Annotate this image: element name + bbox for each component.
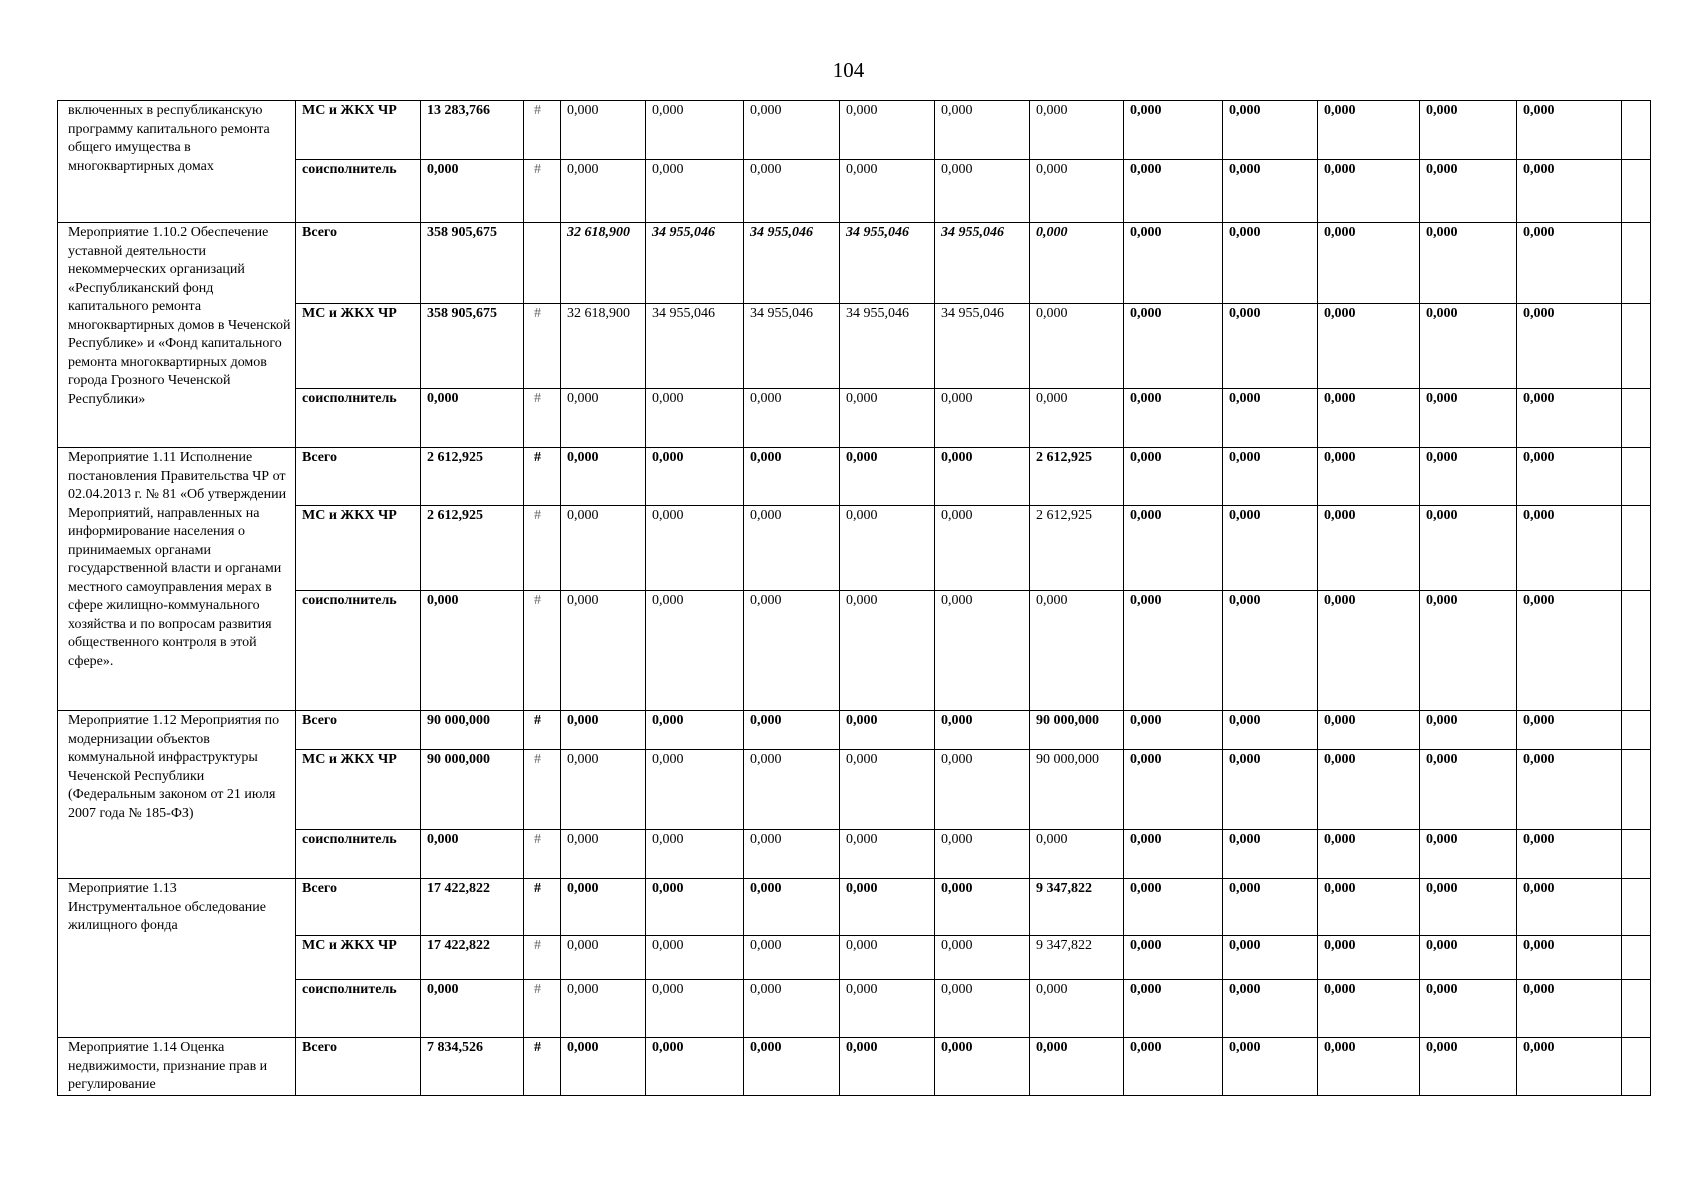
value-cell: 34 955,046 xyxy=(840,223,935,304)
value-cell: 0,000 xyxy=(1517,223,1622,304)
source-cell: МС и ЖКХ ЧР xyxy=(296,936,421,980)
value-cell: 0,000 xyxy=(1030,980,1124,1038)
value-cell: 0,000 xyxy=(840,160,935,223)
value-cell: 0,000 xyxy=(1420,750,1517,830)
mark-cell: # xyxy=(524,304,561,389)
value-cell: 0,000 xyxy=(744,101,840,160)
blank-cell xyxy=(1622,750,1651,830)
value-cell: 0,000 xyxy=(1030,1038,1124,1096)
blank-cell xyxy=(1622,506,1651,591)
value-cell: 0,000 xyxy=(561,879,646,936)
value-cell: 34 955,046 xyxy=(744,223,840,304)
value-cell: 9 347,822 xyxy=(1030,936,1124,980)
value-cell: 0,000 xyxy=(1420,879,1517,936)
value-cell: 0,000 xyxy=(1517,389,1622,448)
value-cell: 0,000 xyxy=(646,980,744,1038)
total-cell: 2 612,925 xyxy=(421,448,524,506)
table-row xyxy=(58,304,1651,389)
value-cell: 0,000 xyxy=(840,980,935,1038)
total-cell: 13 283,766 xyxy=(421,101,524,160)
value-cell: 0,000 xyxy=(561,160,646,223)
page-number: 104 xyxy=(832,58,865,82)
value-cell: 0,000 xyxy=(1124,448,1223,506)
blank-cell xyxy=(1622,223,1651,304)
value-cell: 0,000 xyxy=(1124,101,1223,160)
value-cell: 0,000 xyxy=(744,389,840,448)
value-cell: 0,000 xyxy=(1223,750,1318,830)
value-cell: 0,000 xyxy=(840,389,935,448)
value-cell: 0,000 xyxy=(1420,830,1517,879)
source-cell: соисполнитель xyxy=(296,830,421,879)
value-cell: 0,000 xyxy=(1030,304,1124,389)
value-cell: 0,000 xyxy=(561,750,646,830)
value-cell: 32 618,900 xyxy=(561,223,646,304)
table-row xyxy=(58,936,1651,980)
total-cell: 358 905,675 xyxy=(421,223,524,304)
value-cell: 0,000 xyxy=(1223,591,1318,711)
value-cell: 0,000 xyxy=(744,830,840,879)
value-cell: 0,000 xyxy=(840,101,935,160)
value-cell: 0,000 xyxy=(1420,448,1517,506)
value-cell: 0,000 xyxy=(1124,750,1223,830)
value-cell: 0,000 xyxy=(561,830,646,879)
value-cell: 0,000 xyxy=(1318,506,1420,591)
source-cell: соисполнитель xyxy=(296,389,421,448)
value-cell: 0,000 xyxy=(744,980,840,1038)
value-cell: 0,000 xyxy=(561,711,646,750)
total-cell: 17 422,822 xyxy=(421,879,524,936)
value-cell: 0,000 xyxy=(561,936,646,980)
table-row xyxy=(58,448,1651,506)
total-cell: 0,000 xyxy=(421,389,524,448)
value-cell: 0,000 xyxy=(1318,304,1420,389)
value-cell: 0,000 xyxy=(646,1038,744,1096)
source-cell: МС и ЖКХ ЧР xyxy=(296,750,421,830)
value-cell: 0,000 xyxy=(561,506,646,591)
mark-cell: # xyxy=(524,750,561,830)
value-cell: 0,000 xyxy=(1030,591,1124,711)
value-cell: 0,000 xyxy=(744,506,840,591)
value-cell: 0,000 xyxy=(1223,980,1318,1038)
value-cell: 0,000 xyxy=(1124,830,1223,879)
value-cell: 0,000 xyxy=(744,591,840,711)
mark-cell: # xyxy=(524,1038,561,1096)
value-cell: 0,000 xyxy=(840,879,935,936)
source-cell: соисполнитель xyxy=(296,591,421,711)
blank-cell xyxy=(1622,304,1651,389)
source-cell: МС и ЖКХ ЧР xyxy=(296,304,421,389)
value-cell: 0,000 xyxy=(1223,711,1318,750)
value-cell: 0,000 xyxy=(1124,591,1223,711)
table-row xyxy=(58,389,1651,448)
value-cell: 0,000 xyxy=(840,591,935,711)
value-cell: 0,000 xyxy=(1420,980,1517,1038)
value-cell: 0,000 xyxy=(1420,389,1517,448)
value-cell: 0,000 xyxy=(646,448,744,506)
table-row xyxy=(58,160,1651,223)
value-cell: 0,000 xyxy=(1318,980,1420,1038)
value-cell: 0,000 xyxy=(1124,160,1223,223)
value-cell: 0,000 xyxy=(646,830,744,879)
value-cell: 0,000 xyxy=(1318,1038,1420,1096)
value-cell: 34 955,046 xyxy=(935,223,1030,304)
value-cell: 0,000 xyxy=(646,101,744,160)
value-cell: 0,000 xyxy=(1517,1038,1622,1096)
blank-cell xyxy=(1622,980,1651,1038)
value-cell: 0,000 xyxy=(646,591,744,711)
mark-cell: # xyxy=(524,591,561,711)
total-cell: 17 422,822 xyxy=(421,936,524,980)
source-cell: соисполнитель xyxy=(296,980,421,1038)
mark-cell: # xyxy=(524,101,561,160)
value-cell: 0,000 xyxy=(1124,389,1223,448)
value-cell: 2 612,925 xyxy=(1030,448,1124,506)
value-cell: 34 955,046 xyxy=(744,304,840,389)
source-cell: МС и ЖКХ ЧР xyxy=(296,101,421,160)
value-cell: 0,000 xyxy=(1223,160,1318,223)
value-cell: 0,000 xyxy=(1517,101,1622,160)
value-cell: 0,000 xyxy=(1420,160,1517,223)
value-cell: 0,000 xyxy=(1223,304,1318,389)
mark-cell: # xyxy=(524,711,561,750)
value-cell: 0,000 xyxy=(1223,506,1318,591)
blank-cell xyxy=(1622,830,1651,879)
value-cell: 0,000 xyxy=(840,506,935,591)
value-cell: 0,000 xyxy=(1318,711,1420,750)
total-cell: 0,000 xyxy=(421,591,524,711)
total-cell: 7 834,526 xyxy=(421,1038,524,1096)
value-cell: 0,000 xyxy=(1223,389,1318,448)
value-cell: 0,000 xyxy=(1420,936,1517,980)
total-cell: 358 905,675 xyxy=(421,304,524,389)
value-cell: 0,000 xyxy=(1318,448,1420,506)
table-row xyxy=(58,711,1651,750)
table-row xyxy=(58,223,1651,304)
value-cell: 0,000 xyxy=(646,506,744,591)
value-cell: 0,000 xyxy=(1420,506,1517,591)
value-cell: 0,000 xyxy=(744,879,840,936)
value-cell: 0,000 xyxy=(1223,936,1318,980)
source-cell: соисполнитель xyxy=(296,160,421,223)
value-cell: 0,000 xyxy=(1124,1038,1223,1096)
value-cell: 0,000 xyxy=(1420,591,1517,711)
measure-name-cell: Мероприятие 1.11 Исполнение постановления Правительства ЧР от 02.04.2013 г. № 81 «Об утверждении Мероприятий, направленных на информирование населения о принимаемых органами государственной власти и органами местного самоуправления мерах в сфере жилищно-коммунального хозяйства и по вопросам развития общественного контроля в этой сфере». xyxy=(58,448,296,711)
value-cell: 0,000 xyxy=(646,389,744,448)
mark-cell: # xyxy=(524,160,561,223)
value-cell: 0,000 xyxy=(1030,160,1124,223)
value-cell: 0,000 xyxy=(935,711,1030,750)
value-cell: 0,000 xyxy=(840,936,935,980)
value-cell: 0,000 xyxy=(840,711,935,750)
value-cell: 0,000 xyxy=(1223,223,1318,304)
value-cell: 0,000 xyxy=(1223,879,1318,936)
value-cell: 0,000 xyxy=(1517,936,1622,980)
table-row xyxy=(58,750,1651,830)
value-cell: 0,000 xyxy=(935,830,1030,879)
source-cell: Всего xyxy=(296,711,421,750)
value-cell: 0,000 xyxy=(646,879,744,936)
table-body xyxy=(58,101,1651,1096)
measure-name-cell: Мероприятие 1.12 Мероприятия по модернизации объектов коммунальной инфраструктуры Чеченской Республики (Федеральным законом от 21 июля 2007 года № 185-ФЗ) xyxy=(58,711,296,879)
value-cell: 0,000 xyxy=(646,750,744,830)
value-cell: 0,000 xyxy=(840,830,935,879)
value-cell: 0,000 xyxy=(561,448,646,506)
value-cell: 0,000 xyxy=(1318,101,1420,160)
value-cell: 0,000 xyxy=(935,389,1030,448)
value-cell: 0,000 xyxy=(840,448,935,506)
value-cell: 34 955,046 xyxy=(840,304,935,389)
measure-name-cell: включенных в республиканскую программу капитального ремонта общего имущества в многоквартирных домах xyxy=(58,101,296,223)
value-cell: 34 955,046 xyxy=(646,304,744,389)
blank-cell xyxy=(1622,711,1651,750)
value-cell: 0,000 xyxy=(1318,160,1420,223)
value-cell: 0,000 xyxy=(1517,830,1622,879)
value-cell: 34 955,046 xyxy=(935,304,1030,389)
value-cell: 0,000 xyxy=(561,980,646,1038)
value-cell: 0,000 xyxy=(935,101,1030,160)
value-cell: 0,000 xyxy=(1517,448,1622,506)
value-cell: 0,000 xyxy=(935,448,1030,506)
value-cell: 0,000 xyxy=(744,750,840,830)
value-cell: 0,000 xyxy=(1030,389,1124,448)
value-cell: 0,000 xyxy=(1318,936,1420,980)
measure-name-cell: Мероприятие 1.14 Оценка недвижимости, признание прав и регулирование xyxy=(58,1038,296,1096)
value-cell: 0,000 xyxy=(646,160,744,223)
value-cell: 0,000 xyxy=(1124,711,1223,750)
value-cell: 0,000 xyxy=(1318,750,1420,830)
blank-cell xyxy=(1622,591,1651,711)
value-cell: 0,000 xyxy=(1420,223,1517,304)
total-cell: 90 000,000 xyxy=(421,750,524,830)
value-cell: 0,000 xyxy=(935,591,1030,711)
value-cell: 0,000 xyxy=(1318,879,1420,936)
value-cell: 0,000 xyxy=(1030,830,1124,879)
value-cell: 0,000 xyxy=(1124,980,1223,1038)
blank-cell xyxy=(1622,448,1651,506)
value-cell: 0,000 xyxy=(1318,591,1420,711)
source-cell: Всего xyxy=(296,448,421,506)
value-cell: 0,000 xyxy=(1223,1038,1318,1096)
value-cell: 0,000 xyxy=(1318,389,1420,448)
blank-cell xyxy=(1622,389,1651,448)
table-row xyxy=(58,830,1651,879)
value-cell: 0,000 xyxy=(561,101,646,160)
value-cell: 0,000 xyxy=(1318,830,1420,879)
source-cell: Всего xyxy=(296,1038,421,1096)
mark-cell xyxy=(524,223,561,304)
value-cell: 0,000 xyxy=(744,711,840,750)
value-cell: 0,000 xyxy=(935,879,1030,936)
total-cell: 0,000 xyxy=(421,160,524,223)
measure-name-cell: Мероприятие 1.13 Инструментальное обследование жилищного фонда xyxy=(58,879,296,1038)
value-cell: 0,000 xyxy=(1124,223,1223,304)
value-cell: 0,000 xyxy=(1517,591,1622,711)
value-cell: 0,000 xyxy=(935,160,1030,223)
blank-cell xyxy=(1622,879,1651,936)
value-cell: 0,000 xyxy=(1223,101,1318,160)
value-cell: 0,000 xyxy=(1517,160,1622,223)
mark-cell: # xyxy=(524,936,561,980)
table-row xyxy=(58,591,1651,711)
value-cell: 0,000 xyxy=(1223,448,1318,506)
value-cell: 90 000,000 xyxy=(1030,711,1124,750)
value-cell: 0,000 xyxy=(561,1038,646,1096)
value-cell: 0,000 xyxy=(646,936,744,980)
value-cell: 0,000 xyxy=(646,711,744,750)
blank-cell xyxy=(1622,160,1651,223)
total-cell: 0,000 xyxy=(421,980,524,1038)
value-cell: 0,000 xyxy=(1517,304,1622,389)
source-cell: Всего xyxy=(296,879,421,936)
value-cell: 0,000 xyxy=(1517,711,1622,750)
value-cell: 0,000 xyxy=(561,591,646,711)
value-cell: 0,000 xyxy=(744,160,840,223)
table-row xyxy=(58,1038,1651,1096)
value-cell: 0,000 xyxy=(840,1038,935,1096)
value-cell: 90 000,000 xyxy=(1030,750,1124,830)
mark-cell: # xyxy=(524,448,561,506)
value-cell: 0,000 xyxy=(935,1038,1030,1096)
source-cell: Всего xyxy=(296,223,421,304)
table-row xyxy=(58,980,1651,1038)
value-cell: 0,000 xyxy=(744,1038,840,1096)
value-cell: 0,000 xyxy=(1124,304,1223,389)
table-row xyxy=(58,101,1651,160)
value-cell: 0,000 xyxy=(1124,879,1223,936)
mark-cell: # xyxy=(524,980,561,1038)
table-row xyxy=(58,879,1651,936)
value-cell: 0,000 xyxy=(1517,750,1622,830)
value-cell: 0,000 xyxy=(1420,711,1517,750)
value-cell: 0,000 xyxy=(1124,506,1223,591)
total-cell: 2 612,925 xyxy=(421,506,524,591)
value-cell: 0,000 xyxy=(1517,980,1622,1038)
value-cell: 0,000 xyxy=(1517,506,1622,591)
budget-table xyxy=(57,100,1651,1096)
measure-name-cell: Мероприятие 1.10.2 Обеспечение уставной деятельности некоммерческих организаций «Республиканский фонд капитального ремонта многоквартирных домов в Чеченской Республике» и «Фонд капитального ремонта многоквартирных домов города Грозного Чеченской Республики» xyxy=(58,223,296,448)
value-cell: 0,000 xyxy=(935,980,1030,1038)
total-cell: 0,000 xyxy=(421,830,524,879)
value-cell: 0,000 xyxy=(1420,304,1517,389)
value-cell: 0,000 xyxy=(1124,936,1223,980)
value-cell: 0,000 xyxy=(744,448,840,506)
value-cell: 0,000 xyxy=(935,506,1030,591)
mark-cell: # xyxy=(524,389,561,448)
value-cell: 0,000 xyxy=(1420,1038,1517,1096)
value-cell: 0,000 xyxy=(561,389,646,448)
value-cell: 0,000 xyxy=(1223,830,1318,879)
value-cell: 0,000 xyxy=(744,936,840,980)
source-cell: МС и ЖКХ ЧР xyxy=(296,506,421,591)
value-cell: 0,000 xyxy=(935,936,1030,980)
blank-cell xyxy=(1622,101,1651,160)
value-cell: 32 618,900 xyxy=(561,304,646,389)
value-cell: 0,000 xyxy=(840,750,935,830)
mark-cell: # xyxy=(524,830,561,879)
value-cell: 0,000 xyxy=(1318,223,1420,304)
mark-cell: # xyxy=(524,506,561,591)
value-cell: 9 347,822 xyxy=(1030,879,1124,936)
blank-cell xyxy=(1622,936,1651,980)
value-cell: 34 955,046 xyxy=(646,223,744,304)
table-row xyxy=(58,506,1651,591)
value-cell: 0,000 xyxy=(1030,223,1124,304)
blank-cell xyxy=(1622,1038,1651,1096)
value-cell: 2 612,925 xyxy=(1030,506,1124,591)
mark-cell: # xyxy=(524,879,561,936)
value-cell: 0,000 xyxy=(935,750,1030,830)
value-cell: 0,000 xyxy=(1517,879,1622,936)
total-cell: 90 000,000 xyxy=(421,711,524,750)
value-cell: 0,000 xyxy=(1420,101,1517,160)
value-cell: 0,000 xyxy=(1030,101,1124,160)
